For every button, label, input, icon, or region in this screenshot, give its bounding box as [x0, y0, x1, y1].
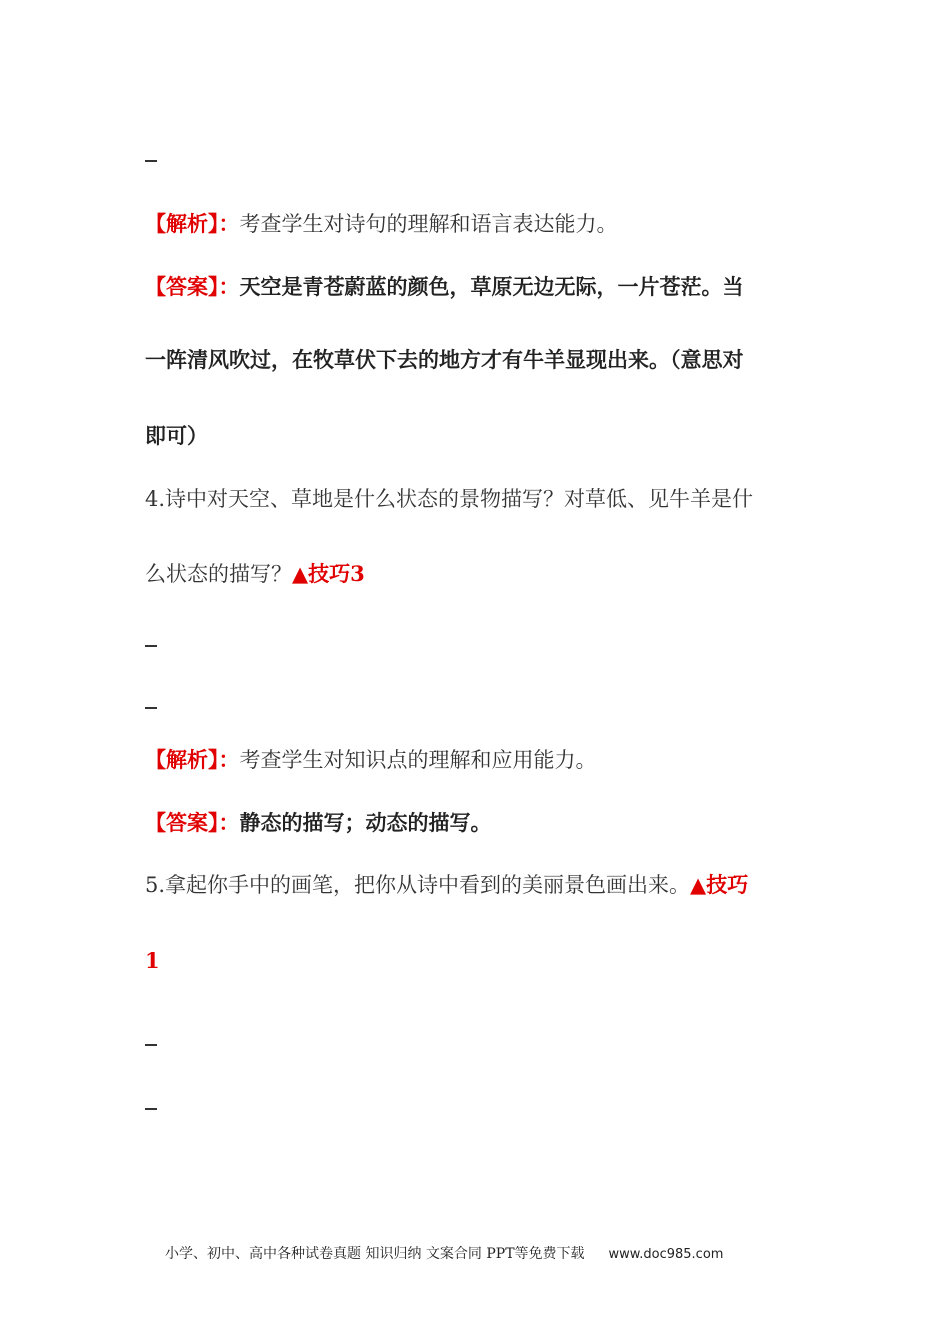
- analysis-tag: 【解析】：: [145, 211, 240, 236]
- question-text: 5.拿起你手中的画笔，把你从诗中看到的美丽景色画出来。: [145, 873, 691, 897]
- analysis-tag: 【解析】：: [145, 747, 240, 772]
- q4-answer: [145, 808, 810, 838]
- q3-answer-line-3: 即可）: [145, 423, 208, 448]
- q5-tip-number: 1: [145, 948, 160, 973]
- answer-blank-line: [145, 160, 157, 162]
- q4-question-line-2: [145, 559, 810, 589]
- answer-tag: 【答案】：: [145, 274, 240, 299]
- q4-analysis: [145, 745, 810, 775]
- q3-answer-line-1: [145, 272, 810, 302]
- tip-label: ▲技巧3: [292, 561, 365, 586]
- footer-text: 小学、初中、高中各种试卷真题 知识归纳 文案合同 PPT等免费下载: [165, 1246, 585, 1262]
- question-text: 么状态的描写？: [145, 562, 292, 586]
- analysis-text: 考查学生对诗句的理解和语言表达能力。: [239, 212, 618, 236]
- footer-url: www.doc985.com: [608, 1247, 724, 1262]
- q4-question-line-1: 4.诗中对天空、草地是什么状态的景物描写？对草低、见牛羊是什: [145, 487, 754, 511]
- q3-analysis: [145, 209, 810, 239]
- answer-text: 天空是青苍蔚蓝的颜色，草原无边无际，一片苍茫。当: [239, 274, 744, 299]
- answer-blank-line: [145, 645, 157, 647]
- answer-text: 静态的描写；动态的描写。: [239, 810, 492, 835]
- answer-blank-line: [145, 1044, 157, 1046]
- analysis-text: 考查学生对知识点的理解和应用能力。: [239, 748, 597, 772]
- q3-answer-line-2: 一阵清风吹过，在牧草伏下去的地方才有牛羊显现出来。（意思对: [145, 347, 744, 372]
- tip-label: ▲技巧: [690, 872, 749, 897]
- answer-tag: 【答案】：: [145, 810, 240, 835]
- page-footer: [165, 1244, 723, 1265]
- q5-question-line-1: [145, 870, 810, 900]
- answer-blank-line: [145, 707, 157, 709]
- answer-blank-line: [145, 1108, 157, 1110]
